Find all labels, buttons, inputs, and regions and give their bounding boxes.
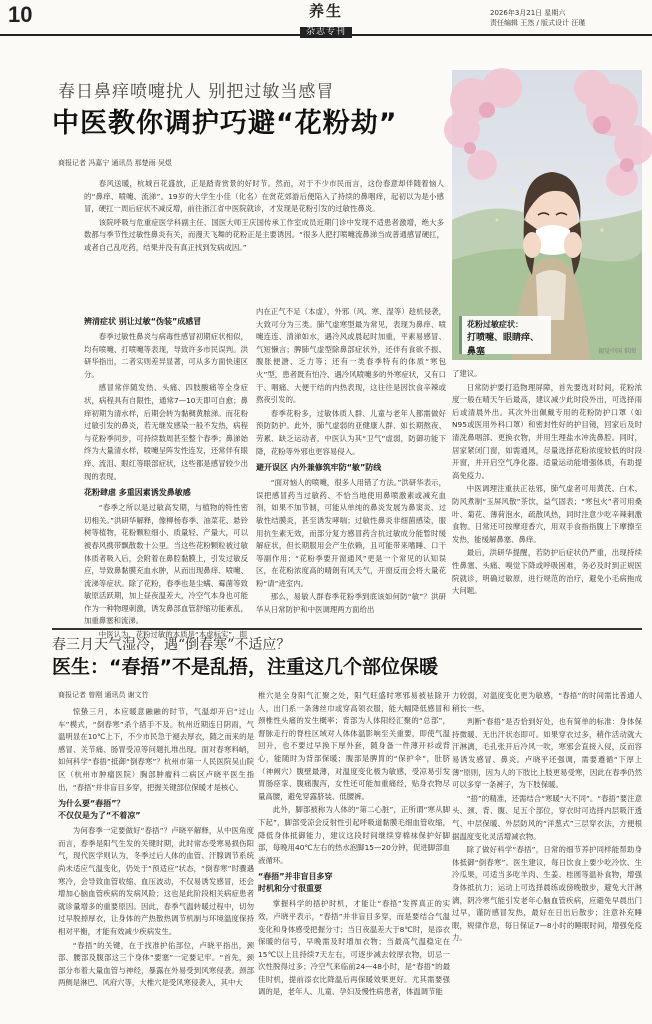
paragraph: 为何春季一定要做好“春捂”？卢晓平解释，从中医角度而言，春季是阳气生发的关键时期，此时常态受寒易损伤阳气，现代医学则认为，冬季过后人体的血管、汗腺调节系统尚未适应气温变化，仍处于“预适应”状态，“倒春寒”时骤遇寒冷，会导致血管收缩、血压波动，不仅易诱发感冒，还会增加心脑血管疾病的发病风险；这也是此阶段相关病症患者就诊量增多的重要原因。因此，春季气温转暖过程中，切勿过早脱掉厚衣，让身体的产热散热调节机制与环境温度保持相对平衡，才能有效减少疾病发生。	[58, 826, 254, 936]
paragraph: 惊蛰三月，本应暖意融融的时节，气温却开启“过山车”模式，“倒春寒”杀个措手不及。杭州近期连日阴雨，气温明显在10℃上下，不少市民急于褪去厚衣，随之而来的是感冒、关节痛、肠胃受凉等问题扎堆出现。面对春寒料峭，如何科学“春捂”抵御“倒春寒”？杭州市第一人民医院吴山院区（杭州市肿瘤医院）胸部肿瘤科二病区卢晓平医生指出，“春捂”并非盲目多穿，把握关键部位保暖才是核心。	[58, 707, 254, 792]
paragraph: 春季花粉多，过敏体质人群、儿童与老年人都需做好预防防护。此外，肺气虚弱的亚健康人群、如长期熬夜、劳累、缺乏运动者，中医认为其“卫气”虚弱，防御功能下降，花粉等外邪也更容易侵入。	[256, 408, 446, 456]
caption-body: 打喷嚏、眼睛痒、鼻塞	[467, 333, 540, 357]
paragraph: 中医调理注重扶正祛邪，肺气虚者可用黄芪、白术、防风煮制“玉屏风散”茶饮，益气固表；“寒包火”者可用桑叶、菊花、薄荷泡水，疏散风热，同时注意少吃辛辣刺激食物。日常还可按摩迎香穴，用双手食指指腹上下摩擦至发热，能缓解鼻塞、鼻痒。	[452, 484, 642, 544]
article2-column-3	[452, 690, 642, 1020]
paragraph: “春捂”的关键，在于找准护佑部位，卢晓平指出，颈部、腰部及腹部这三个身体“要塞”一定要记牢。“首先，颈部分布着大量血管与神经，暴露在外易受到风寒侵袭。颈部两侧是淋巴、风府穴等，大椎穴是受风寒侵袭入，其中大	[58, 940, 254, 988]
article1-column-3	[452, 368, 642, 622]
section-header	[272, 2, 380, 37]
article2-column-2	[258, 690, 450, 1020]
subheading: 不仅仅是为了“不着凉”	[58, 811, 141, 821]
article-divider	[52, 628, 642, 630]
subheading: 辨清症状 别让过敏“伪装”成感冒	[84, 317, 202, 326]
section-name: 养生	[308, 2, 343, 20]
paragraph: 内在正气不足（本虚），外邪（风、寒、湿等）趁机侵袭，大致可分为三类。肺气虚寒型最为常见，表现为鼻痒、喷嚏连连、清涕如水，遇冷风或晨起时加重，平素易感冒、气短懒言；脾肺气虚型除鼻部症状外，还伴有食欲不振、腹胀便溏、乏力等；还有一类春季特有的体质“寒包火”型，患者既有怕冷、遇冷风喷嚏多的外寒症状，又有口干、咽痛、大便干结的内热表现，这往往是因饮食辛辣或熬夜引发的。	[256, 307, 446, 405]
subheading: 为什么要“春捂”？	[58, 799, 125, 809]
image-credit: 视觉中国 供图	[598, 348, 636, 355]
issue-date: 2026年3月21日 星期六	[490, 9, 566, 17]
subheading: “春捂”并非盲目多穿	[258, 872, 333, 882]
article1-headline: 中医教你调护巧避“花粉劫”	[52, 108, 398, 139]
article2-column-1	[58, 706, 254, 1020]
section-subtitle: 杂志专刊	[300, 27, 352, 38]
paragraph: 日常防护要打造物理屏障，首先要选对时间，花粉浓度一般在晴天午后最高，建议减少此时段外出，可选择雨后或清晨外出。其次外出佩戴专用的花粉防护口罩（如N95或医用外科口罩）和密封性好的护目镜，回家后及时清洗鼻咽部、更换衣物，并用生理盐水冲洗鼻腔。同时，居家紧闭门窗，如需通风，尽量选择花粉浓度较低的时段开窗，并开启空气净化器。适量运动能增强体质，有助提高免疫力。	[452, 382, 642, 480]
article1-kicker: 春日鼻痒喷嚏扰人 别把过敏当感冒	[58, 82, 335, 102]
paragraph: 最后，洪研华提醒，若防护后症状仍严重，出现持续性鼻塞、头痛、嗅觉下降或呼吸困难，务必及时到正规医院就诊，明确过敏原，进行规范的治疗，避免小毛病拖成大问题。	[452, 548, 642, 596]
editors-line: 责任编辑 王然 / 版式设计 汪瑾	[490, 19, 586, 27]
paragraph: 此外，脚部被称为人体的“第二心脏”，正所谓“寒从脚下起”，脚部受凉会反射性引起呼吸道黏膜毛细血管收缩，降低身体抵御能力，建议这段时间继续穿棉袜保护好脚部，每晚用40℃左右的热水泡脚15—20分钟，促进脚部血液循环。	[258, 805, 450, 865]
paragraph: 力较弱，对温度变化更为敏感，“春捂”的时间需比普通人稍长一些。	[452, 691, 642, 713]
paragraph: “捂”的精准，还需结合“寒暖“大不同”。“春捂”要注意头、颈、背、腹、足五个部位，穿衣时可选择内层吸汗透气、中层保暖、外层防风的“洋葱式”三层穿衣法，方便根据温度变化灵活增减衣物。	[452, 793, 642, 841]
paragraph: 感冒常伴随发热、头痛、四肢酸痛等全身症状，病程具有自限性，通常7—10天即可自愈；鼻痒初期为清水样，后期会转为黏稠黄脓涕。而花粉过敏引发的鼻炎，若无继发感染一般不发热，病程与花粉季同步，可持续数周甚至整个春季；鼻涕始终为大量清水样，喷嚏呈阵发性连发，还常伴有眼痒、流泪、眼红等眼部症状，这些都是感冒较少出现的表现。	[84, 383, 248, 481]
subheading: 避开误区 内外兼修筑牢防“敏”防线	[256, 463, 382, 473]
paragraph: 那么，易敏人群春季花粉季到底该如何防“敏”？洪研华从日常防护和中医调理两方面给出	[256, 592, 446, 615]
lead-paragraph: 春风送暖，杭城百花盛放，正是踏青赏景的好时节。然而，对于不少市民而言，这份春意却伴随着恼人的“鼻痒、喷嚏、流涕”。19岁的大学生小佳（化名）在赏花郊游后便陷入了持续的鼻咽痒，起初以为是小感冒，硬扛一周后症状不减反增，前往浙江省中医院就诊，才发现是花粉引发的过敏性鼻炎。	[84, 179, 444, 214]
paragraph: 中医认为，花粉过敏的本质是“本虚标实”，即	[98, 630, 247, 640]
article1-column-1	[84, 312, 248, 640]
illustration-caption	[459, 316, 551, 357]
lead-paragraph: 该院呼吸与危重症医学科副主任、国医大师王庆国传承工作室成员近期门诊中发现不适患者激增，绝大多数都与季节性过敏性鼻炎有关，而漫天飞舞的花粉正是主要诱因。“很多人把打喷嚏流鼻涕当成普通感冒硬扛，或者自己乱吃药，结果并没有真正找到发病成因。”	[84, 217, 444, 252]
article2-headline: 医生：“春捂”不是乱捂，注重这几个部位保暖	[52, 656, 438, 678]
page-number: 10	[8, 2, 33, 27]
paragraph: “面对恼人的喷嚏，很多人用错了方法。”洪研华表示，误把感冒药当过敏药、不恰当地使用鼻喷激素或减充血剂，如果不加节制，可能从单纯的鼻炎发展为鼻窦炎、过敏性结膜炎，甚至诱发哮喘；过敏性鼻炎非细菌感染，服用抗生素无效，而部分复方感冒药含抗过敏成分能暂时缓解症状，但长期服用会产生依赖，且可能带来嗜睡、口干等副作用；“花粉季要开窗通风”更是一个常见的认知误区，在花粉浓度高的晴朗有风天气，开窗反而会将大量花粉“请”进室内。	[256, 478, 446, 588]
subheading: 花粉肆虐 多重因素诱发鼻敏感	[84, 488, 191, 498]
caption-title: 花粉过敏症状：	[467, 320, 523, 329]
paragraph: 除了做好科学“春捂”，日常的细节养护同样能帮助身体抵御“倒春寒”。医生建议，每日饮食上要少吃冷饮、生冷瓜果，可适当多吃羊肉、生姜、桂圆等温补食物，增强身体抵抗力；运动上可选择晨练或傍晚散步，避免大汗淋漓，阴冷寒气能引发老年心脑血管疾病，应避免早晨出门过早，谨防感冒发热，最好在日出后散步；注意补充睡眠，规律作息，每日保证7—8小时的睡眠时间，增强免疫力。	[452, 845, 642, 943]
paragraph: 判断“春捂”是否恰到好处，也有简单的标准：身体保持微暖、无出汗状态即可。如果穿衣过多，稍作活动就大汗淋漓，毛孔张开后冷风一吹，寒邪会直接入侵，反而容易诱发感冒、鼻炎。卢晓平还强调，需要遵循“下厚上薄”原则，因为人的下肢比上肢更易受寒，因此在春季仍然可以多穿一条裤子，为下肢保暖。	[452, 717, 642, 790]
paragraph: 春季过敏性鼻炎与病毒性感冒初期症状相似，均有喷嚏、打喷嚏等表现，导致许多市民误判。洪研华指出，二者实则差异显著，可从多方面快速区分。	[84, 332, 248, 379]
article1-lead	[84, 178, 444, 296]
paragraph: 椎穴是全身阳气汇聚之处，阳气旺盛时寒邪易被袪除开人，出门系一条薄丝巾或穿高领衣服，能大幅降低感冒和颈椎性头痛的发生概率；背部为人体阳经汇聚的“总部”，督脉走行的脊柱区域对人体体温影响至关重要，即使气温回升，也不要过早换下厚外套，随身备一件薄开衫或背心，能随时为背部保暖；腹部是脾胃的“保护伞”，肚脐（神阙穴）腹壁最薄，对温度变化极为敏感，受凉易引发胃肠痉挛、腹痛腹泻，女性还可能加重痛经，贴身衣物尽量高腰，避免穿露脐装、低腰裤。	[258, 691, 450, 801]
paragraph: 掌握科学的捂护时机，才能让“春捂”发挥真正的实效，卢晓平表示，“春捂”并非盲目多穿，而是要结合气温变化和身体感受把握分寸；当日夜温差大于8℃时，是添衣保暖的信号，早晚需及时增加衣物；当最高气温稳定在15℃以上且持续7天左右，可逐步减去较厚衣物，切忌一次性脱得过多；冷空气来临前24—48小时，是“春捂”的最佳时机，提前添衣比降温后再保暖效果更好。尤其需要强调的是，老年人、儿童、孕妇及慢性病患者，体温调节能	[258, 899, 450, 997]
masthead	[0, 0, 652, 36]
issue-info	[490, 8, 640, 28]
paragraph: 了建议。	[452, 369, 482, 378]
subheading: 时机和分寸很重要	[258, 884, 322, 894]
article1-column-2	[256, 306, 446, 622]
article2-kicker: 春三月天气湿冷，遇“倒春寒”不适应？	[52, 637, 291, 653]
article2-byline: 商报记者 曾刚 通讯员 谢文竹	[58, 691, 149, 699]
article1-byline: 商报记者 冯嘉宁 通讯员 那楚雨 吴煜	[58, 159, 172, 167]
paragraph: “春季之所以是过敏高发期，与植物的特性密切相关。”洪研华解释，像柳杨春季、油菜花、悬铃树等植物，花粉颗粒细小、质量轻、产量大，可以被春风携带飘散数十公里。当这些花粉颗粒被过敏体质者吸入后，会附着在鼻腔黏膜上，引发过敏反应，导致鼻黏膜充血水肿，从而出现鼻痒、喷嚏、流涕等症状。除了花粉，春季也是尘螨、霉菌等致敏原活跃期，加上昼夜温差大，冷空气本身也可能作为一种物理刺激，诱发鼻部血管舒缩功能紊乱，加重鼻塞和流涕。	[84, 503, 248, 626]
